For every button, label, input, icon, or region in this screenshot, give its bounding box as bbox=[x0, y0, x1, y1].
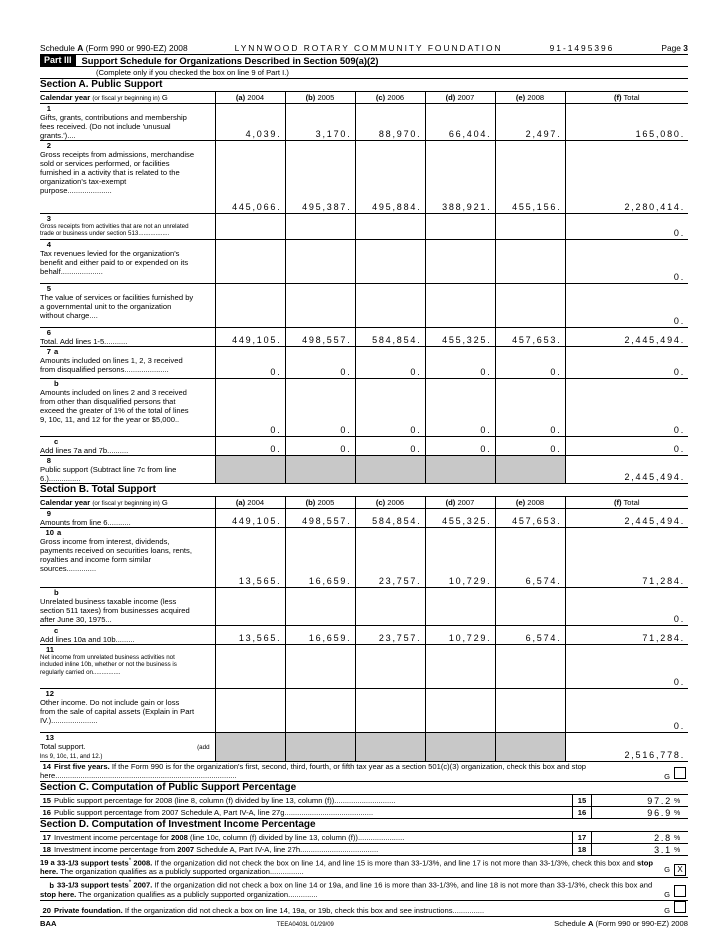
cell-value: 16,659. bbox=[285, 528, 355, 588]
cell-value: 0. bbox=[425, 347, 495, 379]
table-row bbox=[40, 379, 688, 437]
cell-value bbox=[355, 733, 425, 762]
cell-value bbox=[285, 588, 355, 626]
row-label: 8Public support (Subtract line 7c from line 6.)............... bbox=[40, 456, 215, 484]
column-header-0: (a) 2004 bbox=[215, 497, 285, 509]
cell-value: 0. bbox=[355, 379, 425, 437]
column-header-5: (f) Total bbox=[565, 92, 688, 104]
cell-value bbox=[425, 588, 495, 626]
cell-value bbox=[495, 689, 565, 733]
cell-value: 13,565. bbox=[215, 626, 285, 645]
line-14-bold: First five years. bbox=[54, 761, 110, 771]
cell-value: 0. bbox=[565, 240, 688, 284]
column-header-5: (f) Total bbox=[565, 497, 688, 509]
column-header-3: (d) 2007 bbox=[425, 497, 495, 509]
cell-value: 457,653. bbox=[495, 328, 565, 347]
calendar-year-label: Calendar year (or fiscal yr beginning in) G bbox=[40, 497, 215, 509]
table-row bbox=[40, 104, 688, 141]
column-header-4: (e) 2008 bbox=[495, 497, 565, 509]
cell-value: 445,066. bbox=[215, 141, 285, 214]
line-19b: b 33-1/3 support tests* 2007. If the organization did not check a box on line 14 or 19a, and line 16 is more than 33-1/3%, and line 18 is not more than 33-1/3%, check this box and stop here. The organization qualifies as a publicly supported organization.............. G bbox=[40, 878, 688, 901]
cell-value bbox=[285, 645, 355, 689]
section-a-table bbox=[40, 92, 688, 484]
cell-value bbox=[215, 733, 285, 762]
row-label: 7 aAmounts included on lines 1, 2, 3 received from disqualified persons..................... bbox=[40, 347, 215, 379]
cell-value: 449,105. bbox=[215, 509, 285, 528]
column-header-2: (c) 2006 bbox=[355, 92, 425, 104]
cell-value: 0. bbox=[215, 347, 285, 379]
table-row bbox=[40, 437, 688, 456]
cell-value: 2,445,494. bbox=[565, 509, 688, 528]
cell-value bbox=[285, 214, 355, 240]
line-15-value: 97.2 bbox=[647, 795, 672, 806]
cell-value: 0. bbox=[425, 437, 495, 456]
row-label: 6Total. Add lines 1-5........... bbox=[40, 328, 215, 347]
cell-value: 455,325. bbox=[425, 328, 495, 347]
cell-value: 0. bbox=[565, 214, 688, 240]
cell-value: 2,516,778. bbox=[565, 733, 688, 762]
schedule-a-page bbox=[40, 44, 688, 930]
cell-value bbox=[285, 733, 355, 762]
cell-value bbox=[215, 588, 285, 626]
cell-value bbox=[495, 456, 565, 484]
cell-value bbox=[285, 284, 355, 328]
column-header-0: (a) 2004 bbox=[215, 92, 285, 104]
cell-value: 388,921. bbox=[425, 141, 495, 214]
cell-value: 6,574. bbox=[495, 626, 565, 645]
table-row bbox=[40, 456, 688, 484]
cell-value bbox=[355, 689, 425, 733]
part-title: Support Schedule for Organizations Described in Section 509(a)(2) bbox=[81, 55, 379, 66]
line-15: 15 Public support percentage for 2008 (line 8, column (f) divided by line 13, column (f))............................. 15 97.2 % bbox=[40, 795, 688, 807]
cell-value: 66,404. bbox=[425, 104, 495, 141]
cell-value: 0. bbox=[215, 379, 285, 437]
cell-value bbox=[215, 645, 285, 689]
part-label: Part III bbox=[40, 55, 76, 66]
row-label: cAdd lines 7a and 7b.......... bbox=[40, 437, 215, 456]
cell-value: 584,854. bbox=[355, 328, 425, 347]
cell-value: 71,284. bbox=[565, 528, 688, 588]
part-subtitle: (Complete only if you checked the box on line 9 of Part I.) bbox=[40, 67, 688, 79]
cell-value: 2,280,414. bbox=[565, 141, 688, 214]
footer-code: TEEA0403L 01/29/09 bbox=[276, 921, 334, 928]
cell-value bbox=[425, 240, 495, 284]
cell-value: 495,884. bbox=[355, 141, 425, 214]
section-b-table bbox=[40, 497, 688, 762]
table-row bbox=[40, 626, 688, 645]
cell-value bbox=[215, 456, 285, 484]
cell-value bbox=[355, 456, 425, 484]
cell-value bbox=[495, 645, 565, 689]
table-row bbox=[40, 528, 688, 588]
cell-value: 10,729. bbox=[425, 528, 495, 588]
cell-value bbox=[355, 240, 425, 284]
column-header-1: (b) 2005 bbox=[285, 497, 355, 509]
cell-value: 16,659. bbox=[285, 626, 355, 645]
line-19a-checkbox[interactable]: X bbox=[674, 864, 686, 876]
cell-value: 6,574. bbox=[495, 528, 565, 588]
cell-value bbox=[285, 689, 355, 733]
cell-value: 498,557. bbox=[285, 509, 355, 528]
row-label: 11Net income from unrelated business activities not included inline 10b, whether or not the business is regularly carried on................ bbox=[40, 645, 215, 689]
form-name: Schedule A (Form 990 or 990-EZ) 2008 bbox=[40, 43, 188, 53]
table-row bbox=[40, 141, 688, 214]
cell-value: 3,170. bbox=[285, 104, 355, 141]
row-label: 9Amounts from line 6........... bbox=[40, 509, 215, 528]
cell-value: 13,565. bbox=[215, 528, 285, 588]
cell-value: 495,387. bbox=[285, 141, 355, 214]
table-row bbox=[40, 347, 688, 379]
cell-value: 4,039. bbox=[215, 104, 285, 141]
cell-value bbox=[495, 733, 565, 762]
row-label: bUnrelated business taxable income (less section 511 taxes) from businesses acquired after June 30, 1975... bbox=[40, 588, 215, 626]
column-header-4: (e) 2008 bbox=[495, 92, 565, 104]
row-label: bAmounts included on lines 2 and 3 received from other than disqualified persons that exceed the greater of 1% of the total of lines 9, 10c, 11, and 12 for the year or $5,000.. bbox=[40, 379, 215, 437]
line-20: 20 Private foundation. If the organization did not check a box on line 14, 19a, or 19b, check this box and see instructions............... G bbox=[40, 901, 688, 917]
cell-value: 455,156. bbox=[495, 141, 565, 214]
line-14-text: If the Form 990 is for the organization's first, second, third, fourth, or fifth tax year as a section 501(c)(3) organization, check this box and stop here...................................................................................... bbox=[40, 761, 587, 780]
cell-value bbox=[495, 240, 565, 284]
cell-value bbox=[355, 645, 425, 689]
column-header-1: (b) 2005 bbox=[285, 92, 355, 104]
cell-value: 0. bbox=[565, 689, 688, 733]
cell-value: 0. bbox=[425, 379, 495, 437]
row-label: 13Total support. (add lns 9, 10c, 11, and 12.) bbox=[40, 733, 215, 762]
page-number: Page 3 bbox=[661, 43, 688, 53]
cell-value bbox=[215, 284, 285, 328]
section-c-title: Section C. Computation of Public Support Percentage bbox=[40, 782, 688, 795]
cell-value bbox=[495, 214, 565, 240]
cell-value: 2,445,494. bbox=[565, 328, 688, 347]
cell-value bbox=[425, 645, 495, 689]
cell-value bbox=[215, 240, 285, 284]
line-20-checkbox[interactable] bbox=[674, 901, 686, 913]
row-label: 2Gross receipts from admissions, merchandise sold or services performed, or facilities furnished in a activity that is related to the organization's tax-exempt purpose..................... bbox=[40, 141, 215, 214]
cell-value: 584,854. bbox=[355, 509, 425, 528]
table-row bbox=[40, 733, 688, 762]
table-row bbox=[40, 328, 688, 347]
column-header-2: (c) 2006 bbox=[355, 497, 425, 509]
line-18: 18 Investment income percentage from 2007 Schedule A, Part IV-A, line 27h..................................... 18 3.1 % bbox=[40, 844, 688, 856]
cell-value: 0. bbox=[285, 437, 355, 456]
table-row bbox=[40, 645, 688, 689]
cell-value: 0. bbox=[285, 379, 355, 437]
line-14: 14 First five years. If the Form 990 is for the organization's first, second, third, fourth, or fifth tax year as a section 501(c)(3) organization, check this box and stop here...................................................................................... G bbox=[40, 762, 688, 782]
line-19a: 19 a 33-1/3 support tests* 2008. If the organization did not check the box on line 14, and line 15 is more than 33-1/3%, and line 17 is not more than 33-1/3%, check this box and stop here. The organization qualifies as a publicly supported organization................ G X bbox=[40, 856, 688, 879]
cell-value bbox=[355, 588, 425, 626]
line-17: 17 Investment income percentage for 2008 (line 10c, column (f) divided by line 13, column (f))...................... 17 2.8 % bbox=[40, 832, 688, 844]
cell-value: 455,325. bbox=[425, 509, 495, 528]
line-17-value: 2.8 bbox=[654, 832, 672, 843]
table-row bbox=[40, 689, 688, 733]
cell-value: 2,497. bbox=[495, 104, 565, 141]
row-label: 12Other income. Do not include gain or loss from the sale of capital assets (Explain in Part IV.)...................... bbox=[40, 689, 215, 733]
cell-value bbox=[425, 689, 495, 733]
line-19b-checkbox[interactable] bbox=[674, 885, 686, 897]
cell-value: 88,970. bbox=[355, 104, 425, 141]
cell-value bbox=[425, 456, 495, 484]
cell-value: 498,557. bbox=[285, 328, 355, 347]
footer-baa: BAA bbox=[40, 918, 57, 928]
cell-value: 0. bbox=[565, 379, 688, 437]
section-d-title: Section D. Computation of Investment Income Percentage bbox=[40, 819, 688, 832]
cell-value bbox=[285, 240, 355, 284]
cell-value: 0. bbox=[565, 645, 688, 689]
column-header-3: (d) 2007 bbox=[425, 92, 495, 104]
page-header bbox=[40, 44, 688, 55]
cell-value bbox=[215, 214, 285, 240]
row-label: 5The value of services or facilities furnished by a governmental unit to the organization without charge.... bbox=[40, 284, 215, 328]
cell-value bbox=[355, 214, 425, 240]
cell-value: 165,080. bbox=[565, 104, 688, 141]
line-18-value: 3.1 bbox=[654, 844, 672, 855]
row-label: 1Gifts, grants, contributions and membership fees received. (Do not include 'unusual grants.').... bbox=[40, 104, 215, 141]
cell-value: 449,105. bbox=[215, 328, 285, 347]
cell-value: 23,757. bbox=[355, 528, 425, 588]
table-row bbox=[40, 284, 688, 328]
cell-value bbox=[425, 284, 495, 328]
line-16: 16 Public support percentage from 2007 Schedule A, Part IV-A, line 27g.......................................... 16 96.9 % bbox=[40, 807, 688, 819]
section-b-title: Section B. Total Support bbox=[40, 484, 688, 497]
table-row bbox=[40, 240, 688, 284]
cell-value bbox=[215, 689, 285, 733]
secA-column-header bbox=[40, 92, 688, 104]
calendar-year-label: Calendar year (or fiscal yr beginning in) G bbox=[40, 92, 215, 104]
cell-value: 0. bbox=[215, 437, 285, 456]
ein: 91-1495396 bbox=[549, 43, 615, 53]
row-label: 4Tax revenues levied for the organization's benefit and either paid to or expended on its behalf.................... bbox=[40, 240, 215, 284]
cell-value bbox=[425, 214, 495, 240]
cell-value: 0. bbox=[565, 284, 688, 328]
line-14-checkbox[interactable] bbox=[674, 767, 686, 779]
secB-column-header bbox=[40, 497, 688, 509]
row-label: 3Gross receipts from activities that are not an unrelated trade or business under section 513.................. bbox=[40, 214, 215, 240]
cell-value: 457,653. bbox=[495, 509, 565, 528]
cell-value bbox=[495, 284, 565, 328]
cell-value: 0. bbox=[355, 347, 425, 379]
line-16-value: 96.9 bbox=[647, 807, 672, 818]
cell-value: 0. bbox=[355, 437, 425, 456]
cell-value bbox=[495, 588, 565, 626]
organization-name: LYNNWOOD ROTARY COMMUNITY FOUNDATION bbox=[234, 43, 503, 53]
cell-value: 2,445,494. bbox=[565, 456, 688, 484]
cell-value: 0. bbox=[495, 379, 565, 437]
cell-value: 0. bbox=[565, 437, 688, 456]
cell-value bbox=[425, 733, 495, 762]
row-label: cAdd lines 10a and 10b......... bbox=[40, 626, 215, 645]
footer-form: Schedule A (Form 990 or 990-EZ) 2008 bbox=[554, 918, 688, 928]
cell-value: 23,757. bbox=[355, 626, 425, 645]
table-row bbox=[40, 214, 688, 240]
cell-value bbox=[285, 456, 355, 484]
table-row bbox=[40, 588, 688, 626]
cell-value: 71,284. bbox=[565, 626, 688, 645]
part-title-bar bbox=[40, 55, 688, 67]
cell-value: 10,729. bbox=[425, 626, 495, 645]
cell-value: 0. bbox=[495, 437, 565, 456]
cell-value: 0. bbox=[565, 588, 688, 626]
cell-value: 0. bbox=[565, 347, 688, 379]
page-footer bbox=[40, 919, 688, 930]
table-row bbox=[40, 509, 688, 528]
cell-value: 0. bbox=[495, 347, 565, 379]
row-label: 10 aGross income from interest, dividends, payments received on securities loans, rents, royalties and income form similar sources.............. bbox=[40, 528, 215, 588]
section-a-title: Section A. Public Support bbox=[40, 79, 688, 92]
cell-value: 0. bbox=[285, 347, 355, 379]
cell-value bbox=[355, 284, 425, 328]
